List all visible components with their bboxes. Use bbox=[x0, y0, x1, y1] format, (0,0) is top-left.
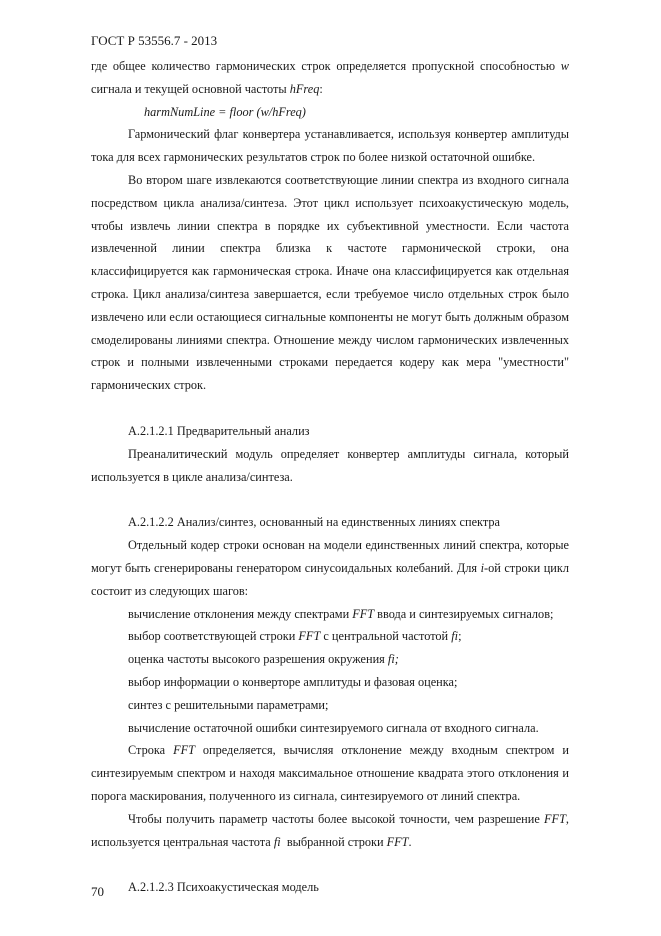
var-fft: FFT bbox=[386, 834, 409, 849]
var-fi: fi bbox=[451, 629, 459, 644]
fft-paragraph bbox=[91, 739, 569, 807]
text-span: определяется, вычисляя отклонение между входным спектром и синтезируемым спектром и находя максимальное отношение квадрата этого отклонения и порога маскирования, полученного из сигнала, синтезируемого от линий спектра. bbox=[91, 743, 569, 803]
step-item bbox=[91, 625, 569, 648]
text-span: выбор соответствующей строки bbox=[128, 629, 299, 644]
intro-paragraph bbox=[91, 55, 569, 101]
page-header: ГОСТ Р 53556.7 - 2013 bbox=[91, 33, 218, 48]
var-hfreq: hFreq bbox=[289, 81, 320, 96]
var-w: w bbox=[560, 59, 569, 73]
intro-text-1: где общее количество гармонических строк определяется пропускной способностью bbox=[91, 59, 561, 73]
text-span: вычисление отклонения между спектрами bbox=[128, 606, 353, 621]
text-span: ввода и синтезируемых сигналов; bbox=[374, 606, 554, 621]
section-heading-3: А.2.1.2.3 Психоакустическая модель bbox=[128, 880, 319, 895]
text-span: с центральной частотой bbox=[320, 629, 452, 644]
spacer bbox=[91, 397, 569, 420]
text-span: оценка частоты высокого разрешения окружения bbox=[128, 652, 388, 667]
text-span: Строка bbox=[128, 743, 174, 758]
paragraph-flag: Гармонический флаг конвертера устанавливается, используя конвертер амплитуды тока для всех гармонических результатов строк по более низкой остаточной ошибке. bbox=[91, 127, 569, 165]
step-item: синтез с решительными параметрами; bbox=[128, 697, 329, 712]
var-fi: fi; bbox=[387, 652, 399, 667]
intro-colon: : bbox=[319, 81, 323, 96]
var-fft: FFT bbox=[173, 743, 195, 758]
text-span: Чтобы получить параметр частоты более высокой точности, чем разрешение bbox=[128, 811, 545, 826]
section-2-intro bbox=[91, 534, 569, 602]
page-number: 70 bbox=[91, 884, 104, 899]
section-heading-1: А.2.1.2.1 Предварительный анализ bbox=[128, 423, 310, 438]
spacer bbox=[91, 488, 569, 511]
var-fft: FFT bbox=[352, 606, 375, 621]
precision-paragraph bbox=[91, 808, 569, 854]
spacer bbox=[91, 853, 569, 876]
section-1-text: Преаналитический модуль определяет конвертер амплитуды сигнала, который используется в цикле анализа/синтеза. bbox=[91, 446, 569, 484]
var-fft: FFT bbox=[544, 811, 566, 826]
step-item bbox=[91, 603, 569, 626]
formula: harmNumLine = floor (w/hFreq) bbox=[144, 104, 306, 119]
var-i: i bbox=[480, 560, 484, 575]
page-body bbox=[91, 55, 569, 899]
text-span: -ой строки цикл состоит из следующих шагов: bbox=[91, 560, 569, 598]
text-span: Отдельный кодер строки основан на модели единственных линий спектра, которые могут быть сгенерированы генератором синусоидальных колебаний. Для bbox=[91, 538, 569, 575]
text-span: ; bbox=[458, 629, 462, 644]
var-fft: FFT bbox=[298, 629, 321, 644]
step-item: выбор информации о конверторе амплитуды и фазовая оценка; bbox=[128, 674, 458, 689]
intro-text-2: сигнала и текущей основной частоты bbox=[91, 81, 290, 96]
step-item bbox=[91, 648, 569, 671]
text-span: . bbox=[408, 834, 412, 849]
step-item: вычисление остаточной ошибки синтезируемого сигнала от входного сигнала. bbox=[128, 720, 539, 735]
section-heading-2: А.2.1.2.2 Анализ/синтез, основанный на единственных линиях спектра bbox=[128, 515, 500, 530]
var-fi: fi bbox=[273, 834, 281, 849]
text-span: , используется центральная частота bbox=[91, 811, 569, 849]
paragraph-second-step: Во втором шаге извлекаются соответствующие линии спектра из входного сигнала посредством цикла анализа/синтеза. Этот цикл использует психоакустическую модель, чтобы извлечь линии спектра в порядке их субъективной уместности. Если частота извлеченной линии спектра близка к частоте гармонической строки, она классифицируется как гармоническая строка. Иначе она классифицируется как отдельная строка. Цикл анализа/синтеза завершается, если требуемое число отдельных строк было извлечено или если остающиеся сигнальные компоненты не могут быть должным образом смоделированы линиями спектра. Отношение между числом гармонических извлеченных строк и полными извлеченными строками передается кодеру как мера "уместности" гармонических строк. bbox=[91, 172, 569, 393]
text-span: выбранной строки bbox=[280, 834, 387, 849]
